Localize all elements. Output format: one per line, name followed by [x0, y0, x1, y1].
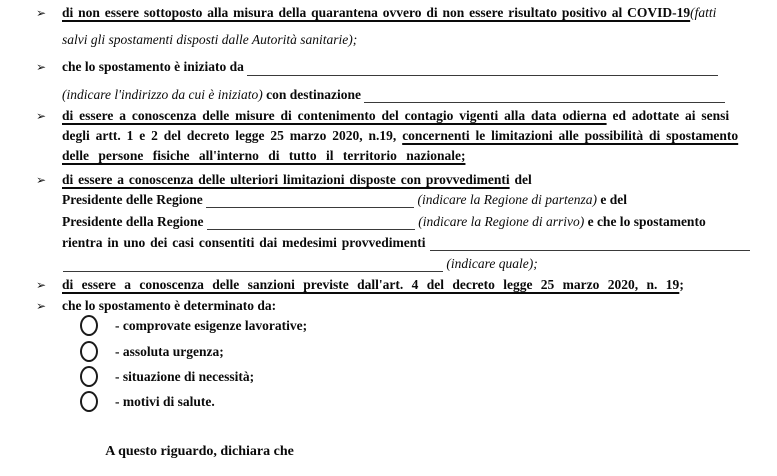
option-necessity [80, 366, 254, 387]
quarantine-italic-tail: (fatti [690, 5, 717, 20]
bullet-regional-line1 [36, 170, 755, 190]
option-absolute-urgency-label: - assoluta urgenza; [115, 343, 224, 359]
bullet-movement-start-line2 [62, 85, 725, 104]
movement-reason-label: che lo spostamento è determinato da: [62, 298, 277, 313]
fill-line-destination[interactable] [364, 89, 725, 103]
bullet-arrow-icon: ➢ [36, 6, 47, 20]
bullet-arrow-icon: ➢ [36, 109, 47, 123]
president-arrival-label: Presidente della Regione [62, 214, 207, 229]
decree-reference: degli artt. 1 e 2 del decreto legge 25 marzo 2020, n.19, [62, 128, 403, 143]
allowed-cases-label: rientra in uno dei casi consentiti dai medesimi provvedimenti [62, 235, 431, 250]
movement-start-label: che lo spostamento è iniziato da [62, 59, 248, 74]
radio-work-needs-circle[interactable] [80, 315, 98, 336]
bullet-arrow-icon: ➢ [36, 60, 47, 74]
limitations-underlined: concernenti le limitazioni alle possibilità di spostamento [402, 128, 739, 143]
region-departure-note: (indicare la Regione di partenza) [414, 192, 597, 207]
containment-statement-plain: ed adottate ai sensi [606, 108, 730, 123]
region-arrival-note: (indicare la Regione di arrivo) [414, 214, 585, 229]
bullet-regional-line3 [62, 212, 755, 231]
bullet-quarantine-line2 [62, 30, 755, 49]
fill-line-region-departure[interactable] [206, 194, 414, 208]
fill-line-start-address[interactable] [247, 62, 718, 76]
and-departure-label: e del [596, 192, 627, 207]
bullet-containment-line3 [62, 146, 755, 165]
bullet-movement-reason [36, 296, 755, 316]
start-address-note: (indicare l'indirizzo da cui è iniziato) [62, 87, 263, 102]
option-health-reasons [80, 391, 215, 412]
quarantine-statement: di non essere sottoposto alla misura della quarantena ovvero di non essere risultato positivo al COVID-19 [62, 5, 691, 20]
quarantine-statement-continuation: salvi gli spostamenti disposti dalle Autorità sanitarie); [62, 32, 358, 47]
bullet-movement-start-line1 [36, 57, 718, 77]
footer-partial-text: A questo riguardo, dichiara che [105, 444, 294, 459]
option-health-reasons-label: - motivi di salute. [115, 393, 215, 409]
fill-line-allowed-case-1[interactable] [430, 237, 750, 251]
radio-absolute-urgency-circle[interactable] [80, 341, 98, 362]
sanctions-statement-underlined: di essere a conoscenza delle sanzioni previste dall'art. 4 del decreto legge 25 marzo 2020, n. 19 [62, 277, 680, 292]
national-territory-underlined: delle persone fisiche all'interno di tutto il territorio nazionale; [62, 148, 466, 163]
footer-partial-line [92, 428, 294, 476]
bullet-containment-line1 [36, 106, 755, 126]
bullet-regional-line4 [62, 233, 750, 252]
regional-limitations-underlined: di essere a conoscenza delle ulteriori limitazioni disposte con provvedimenti [62, 172, 510, 187]
radio-health-reasons-circle[interactable] [80, 391, 98, 412]
regional-limitations-plain: del [509, 172, 532, 187]
fill-line-region-arrival[interactable] [207, 216, 415, 230]
destination-label: con destinazione [262, 87, 365, 102]
which-case-note: (indicare quale); [443, 256, 538, 271]
radio-necessity-circle[interactable] [80, 366, 98, 387]
option-absolute-urgency [80, 341, 224, 362]
and-arrival-label: e che lo spostamento [584, 214, 706, 229]
bullet-sanctions [36, 275, 755, 295]
sanctions-tail: ; [679, 277, 684, 292]
bullet-arrow-icon: ➢ [36, 299, 47, 313]
bullet-arrow-icon: ➢ [36, 278, 47, 292]
option-necessity-label: - situazione di necessità; [115, 368, 255, 384]
option-work-needs-label: - comprovate esigenze lavorative; [115, 317, 308, 333]
bullet-regional-line2 [62, 190, 755, 209]
bullet-regional-line5 [63, 254, 755, 273]
containment-statement-underlined: di essere a conoscenza delle misure di contenimento del contagio vigenti alla data odierna [62, 108, 607, 123]
option-work-needs [80, 315, 307, 336]
bullet-quarantine-line1 [36, 3, 755, 23]
bullet-arrow-icon: ➢ [36, 173, 47, 187]
president-departure-label: Presidente delle Regione [62, 192, 207, 207]
fill-line-allowed-case-2[interactable] [63, 258, 443, 272]
bullet-containment-line2 [62, 126, 755, 145]
